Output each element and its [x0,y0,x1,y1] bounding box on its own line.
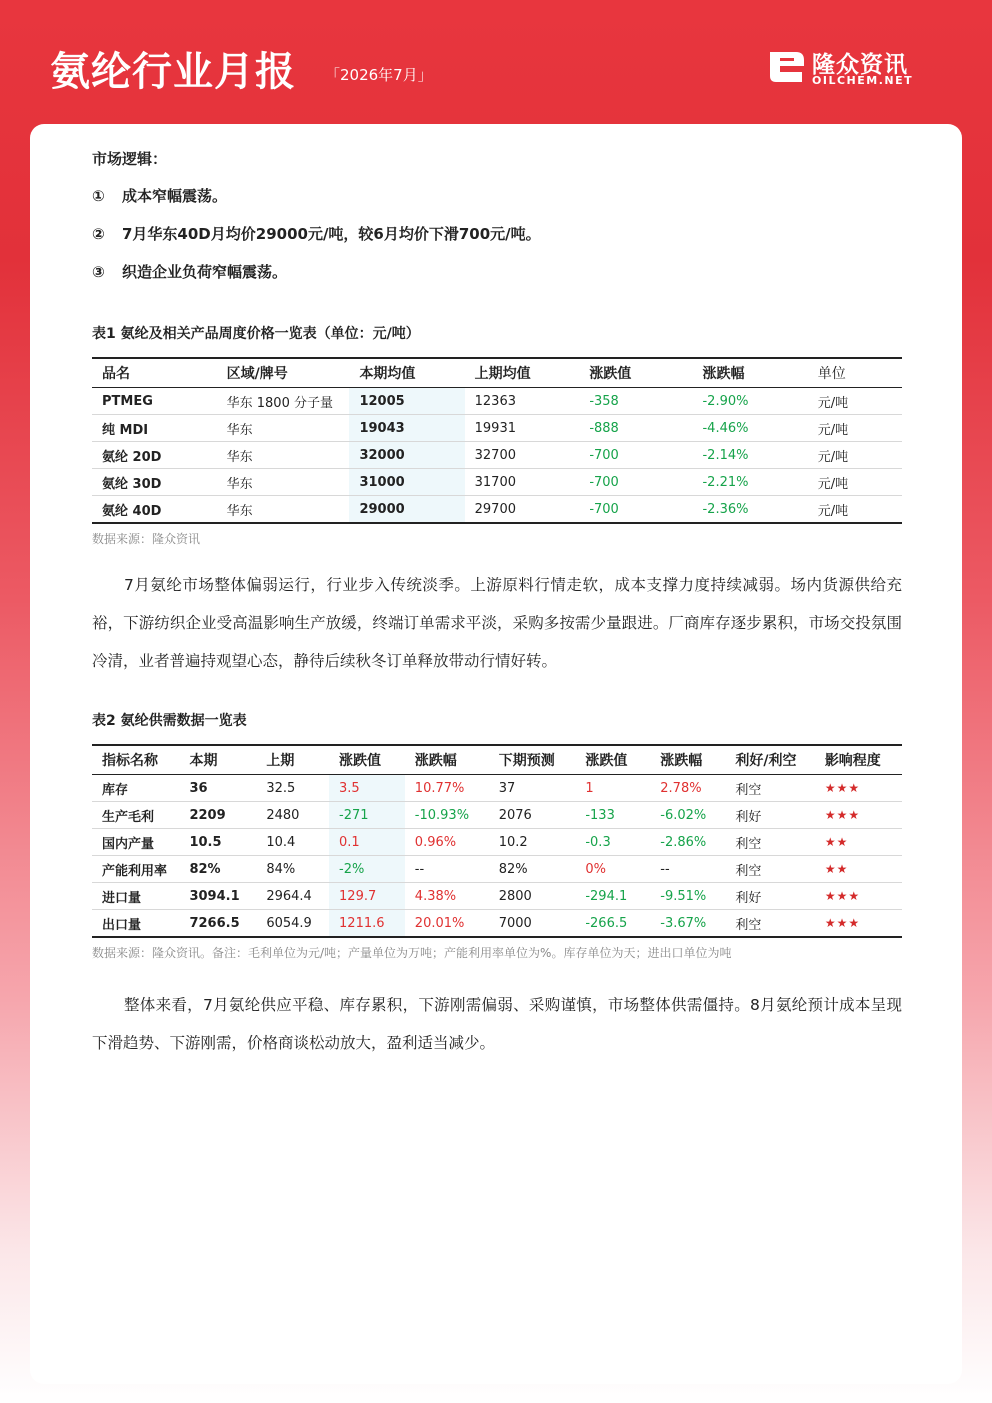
table-row [92,829,902,856]
table-header-cell: 涨跌幅 [650,746,725,775]
table-header-cell: 本期均值 [349,359,464,388]
table-row [92,856,902,883]
table-header-cell: 单位 [808,359,902,388]
report-content [92,148,902,1062]
table-row [92,883,902,910]
table-cell: 29700 [474,501,516,517]
table-cell: ★★★ [815,883,902,910]
table-cell: 10.77% [405,775,489,802]
table-cell: 产能利用率 [92,856,179,883]
report-date: 「2026年7月」 [325,66,433,84]
logic-item-text: 成本窄幅震荡。 [122,187,228,205]
table-cell: -2.90% [692,388,807,415]
table-cell: 31000 [349,469,464,496]
table-cell: 7266.5 [189,915,240,931]
table-cell: 20.01% [414,915,465,931]
table-row [92,415,902,442]
table-cell: -10.93% [405,802,489,829]
table-cell: 利好 [725,802,814,829]
table-cell: 2.78% [650,775,725,802]
table-cell: -4.46% [692,415,807,442]
table-cell: -9.51% [650,883,725,910]
table-cell: 12005 [349,388,464,415]
table-cell: 利空 [725,775,814,802]
logic-item-number: ② [92,225,105,243]
table-cell: -6.02% [650,802,725,829]
logic-item-number: ① [92,187,105,205]
table-cell: -358 [579,388,692,415]
table-header-cell: 上期 [256,746,329,775]
table-cell: ★★ [815,856,902,883]
table-header-cell: 品名 [92,359,217,388]
table-cell: ★★ [815,829,902,856]
table-cell: 10.4 [256,829,329,856]
table-cell: -294.1 [575,883,650,910]
table-cell: 1211.6 [329,910,405,937]
table-cell: 84% [256,856,329,883]
table-cell: 19043 [349,415,464,442]
table1-source: 数据来源：隆众资讯 [92,532,201,546]
table-header-cell: 本期 [179,746,256,775]
table-cell: 129.7 [329,883,405,910]
market-summary-paragraph: 7月氨纶市场整体偏弱运行，行业步入传统淡季。上游原料行情走软，成本支撑力度持续减弱。场内货源供给充裕，下游纺织企业受高温影响生产放缓，终端订单需求平淡，采购多按需少量跟进。厂商库存逐步累积，市场交投氛围冷清，业者普遍持观望心态，静待后续秋冬订单释放带动行情好转。 [92,576,902,670]
logo-text-cn: 隆众资讯 [812,52,908,78]
table-cell: 利空 [725,856,814,883]
table-cell: -2.36% [702,501,749,517]
market-logic-item [92,185,902,205]
table-cell: 氨纶 40D [102,503,162,519]
table-cell: 氨纶 30D [92,469,217,496]
table-cell: -2% [329,856,405,883]
table-cell: 元/吨 [808,442,902,469]
table1-title: 表1 氨纶及相关产品周度价格一览表（单位：元/吨） [92,326,420,342]
table-cell: 31700 [465,469,580,496]
table-row [92,910,902,937]
oilchem-logo-icon [766,48,806,86]
table-cell: 华东 [217,415,350,442]
table-cell: -- [650,856,725,883]
table-cell: 7000 [498,915,532,931]
table-cell: 10.5 [179,829,256,856]
report-title: 氨纶行业月报 [50,49,296,95]
table-cell: ★★★ [815,802,902,829]
logic-item-text: 织造企业负荷窄幅震荡。 [122,263,288,281]
table-cell: -700 [579,469,692,496]
table-cell: -3.67% [660,915,707,931]
table-cell: 国内产量 [92,829,179,856]
table-cell: 36 [179,775,256,802]
table-cell: 3094.1 [179,883,256,910]
supply-demand-table [92,744,902,938]
table-row [92,496,902,523]
table-cell: -2.14% [692,442,807,469]
market-logic-title: 市场逻辑： [92,150,168,168]
table-cell: PTMEG [92,388,217,415]
table-cell: 32.5 [256,775,329,802]
market-logic-list [92,185,902,281]
table-header-cell: 涨跌幅 [692,359,807,388]
table-cell: 12363 [465,388,580,415]
conclusion-paragraph: 整体来看，7月氨纶供应平稳、库存累积，下游刚需偏弱、采购谨慎，市场整体供需僵持。8月氨纶预计成本呈现下滑趋势、下游刚需，价格商谈松动放大，盈利适当减少。 [92,996,902,1052]
table-header-cell: 指标名称 [92,746,179,775]
table-cell: 利好 [725,883,814,910]
table-header-cell: 影响程度 [815,746,902,775]
table-cell: 利空 [725,829,814,856]
table-header-cell: 区域/牌号 [217,359,350,388]
table2-source: 数据来源：隆众资讯。备注：毛利单位为元/吨；产量单位为万吨；产能利用率单位为%。库存单位为天；进出口单位为吨 [92,946,732,960]
table-cell: 82% [179,856,256,883]
table-cell: -133 [575,802,650,829]
table-cell: -271 [329,802,405,829]
table-cell: 3.5 [329,775,405,802]
table-cell: 华东 [226,503,253,519]
table-cell: 2076 [489,802,576,829]
table-cell: 82% [489,856,576,883]
table-row [92,442,902,469]
table-cell: 生产毛利 [92,802,179,829]
logic-item-number: ③ [92,263,105,281]
table-cell: 华东 1800 分子量 [217,388,350,415]
table-header-cell: 涨跌值 [575,746,650,775]
table-cell: 出口量 [102,917,142,933]
table-cell: 2480 [256,802,329,829]
table-cell: -700 [579,442,692,469]
table-cell: 32000 [349,442,464,469]
table-cell: 华东 [217,469,350,496]
table-row [92,802,902,829]
table-cell: 元/吨 [817,503,849,519]
table-cell: 元/吨 [808,415,902,442]
table-row [92,775,902,802]
table-cell: -266.5 [585,915,628,931]
table-cell: 10.2 [489,829,576,856]
table-cell: 0.96% [405,829,489,856]
table-row [92,388,902,415]
table-cell: 19931 [465,415,580,442]
table-cell: -700 [589,501,619,517]
table-cell: -2.21% [692,469,807,496]
table-cell: 0% [575,856,650,883]
table-cell: 0.1 [329,829,405,856]
table-cell: ★★★ [824,916,861,930]
table-cell: 2964.4 [256,883,329,910]
table-cell: 利空 [735,917,762,933]
price-table [92,357,902,524]
logic-item-text: 7月华东40D月均价29000元/吨，较6月均价下滑700元/吨。 [122,225,541,243]
oilchem-logo [766,46,936,90]
table-cell: -- [405,856,489,883]
table-header-cell: 下期预测 [489,746,576,775]
table-cell: 32700 [465,442,580,469]
report-card [30,124,962,1384]
table-cell: -2.86% [650,829,725,856]
logo-text-en: OILCHEM.NET [812,74,914,87]
table-cell: 4.38% [405,883,489,910]
table-row [92,469,902,496]
table-header-cell: 涨跌值 [579,359,692,388]
table-cell: 1 [575,775,650,802]
table-cell: 库存 [92,775,179,802]
table-cell: 进口量 [92,883,179,910]
table-cell: 元/吨 [808,469,902,496]
table2-title: 表2 氨纶供需数据一览表 [92,713,247,729]
table-header-cell: 利好/利空 [725,746,814,775]
table-cell: 华东 [217,442,350,469]
report-header [0,0,992,125]
table-cell: 2209 [179,802,256,829]
table-cell: -0.3 [575,829,650,856]
market-logic-item [92,261,902,281]
table-cell: ★★★ [815,775,902,802]
table-cell: 氨纶 20D [92,442,217,469]
table-cell: 元/吨 [808,388,902,415]
table-cell: -888 [579,415,692,442]
table-header-cell: 涨跌幅 [405,746,489,775]
table-cell: 29000 [349,496,464,523]
table-cell: 37 [489,775,576,802]
table-cell: 纯 MDI [92,415,217,442]
table-cell: 2800 [489,883,576,910]
market-logic-item [92,223,902,243]
table-header-cell: 涨跌值 [329,746,405,775]
table-cell: 6054.9 [266,915,312,931]
table-header-cell: 上期均值 [465,359,580,388]
